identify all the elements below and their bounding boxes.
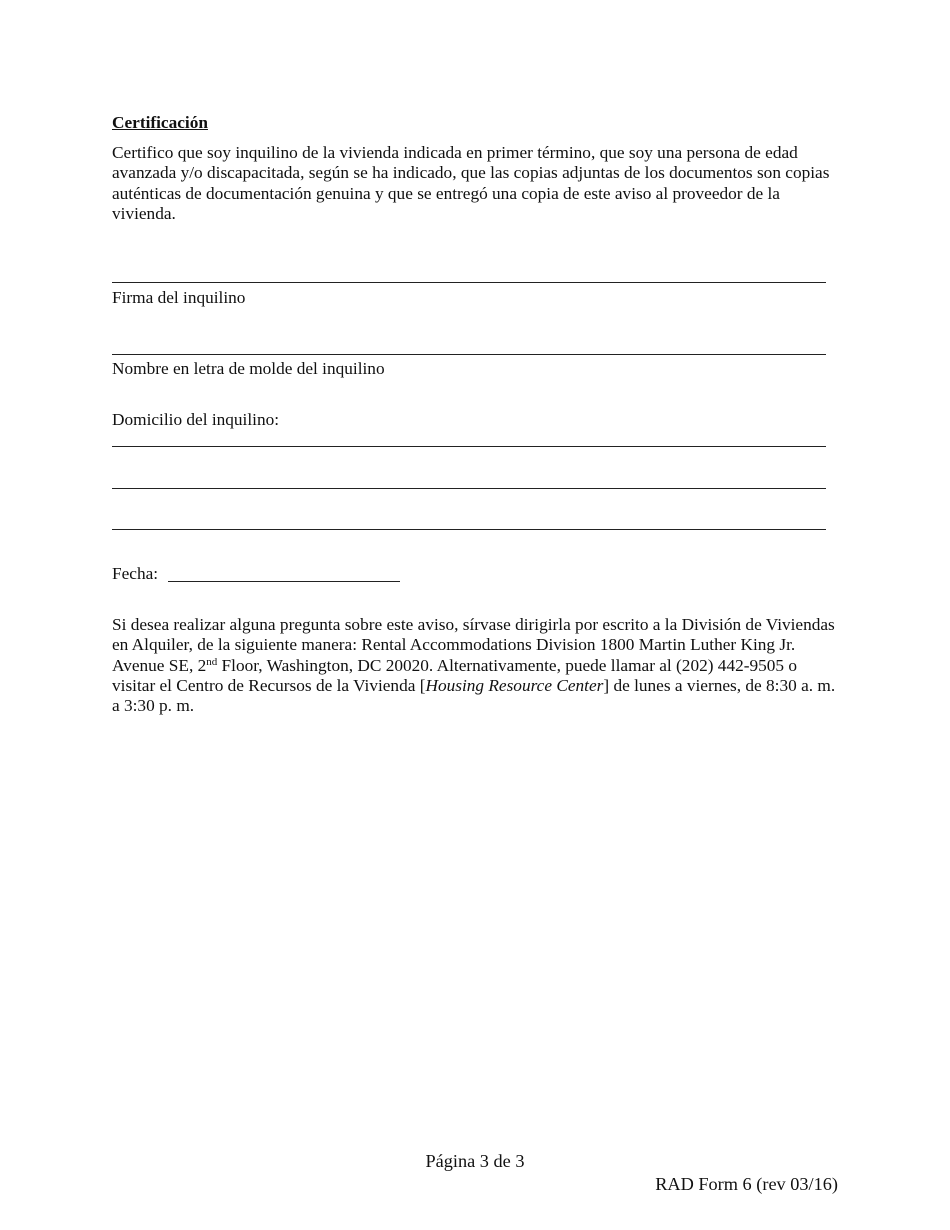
housing-resource-center-italic: Housing Resource Center: [425, 675, 604, 695]
ordinal-superscript: nd: [206, 655, 218, 668]
certification-heading: Certificación: [112, 113, 208, 132]
date-line[interactable]: [168, 564, 400, 582]
printed-name-line[interactable]: [112, 354, 826, 355]
signature-label: Firma del inquilino: [112, 288, 246, 307]
address-line-1[interactable]: [112, 446, 826, 447]
contact-text-3: ] de lunes a viernes, de 8:30 a. m. a 3:30 p. m.: [112, 675, 836, 716]
printed-name-label: Nombre en letra de molde del inquilino: [112, 359, 385, 378]
form-id: RAD Form 6 (rev 03/16): [655, 1174, 838, 1194]
contact-text-1: Si desea realizar alguna pregunta sobre este aviso, sírvase dirigirla por escrito a la División de Viviendas en Alquiler, de la siguiente manera: Rental Accommodations Division 1800 Martin Luther King Jr. Avenue SE, 2: [112, 615, 835, 675]
contact-paragraph: [112, 615, 840, 716]
date-label: Fecha:: [112, 564, 159, 583]
date-row: [112, 564, 400, 584]
signature-line[interactable]: [112, 282, 826, 283]
certification-statement: Certifico que soy inquilino de la vivienda indicada en primer término, que soy una persona de edad avanzada y/o discapacitada, según se ha indicado, que las copias adjuntas de los documentos son copias auténticas de documentación genuina y que se entregó una copia de este aviso al proveedor de la vivienda.: [112, 143, 830, 223]
page-number: Página 3 de 3: [425, 1151, 525, 1171]
address-line-3[interactable]: [112, 529, 826, 530]
address-label: Domicilio del inquilino:: [112, 410, 280, 429]
contact-text-2: Floor, Washington, DC 20020. Alternativamente, puede llamar al (202) 442-9505 o visitar el Centro de Recursos de la Vivienda [: [112, 655, 798, 695]
address-line-2[interactable]: [112, 488, 826, 489]
